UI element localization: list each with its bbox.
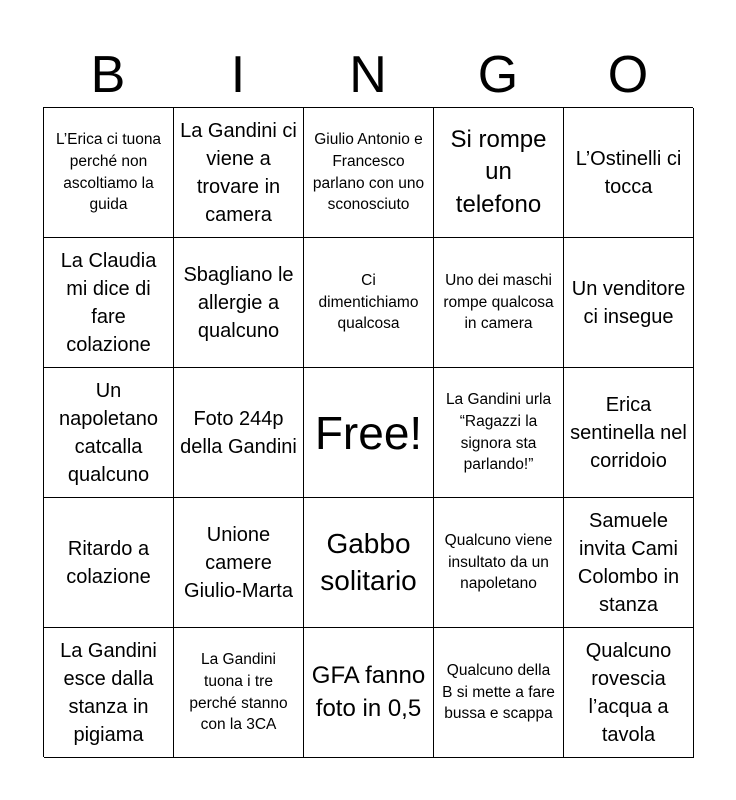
- bingo-cell-r1c2[interactable]: [174, 108, 304, 238]
- cell-text: Uno dei maschi rompe qualcosa in camera: [443, 271, 554, 333]
- bingo-cell-r4c2[interactable]: [174, 498, 304, 628]
- bingo-cell-r1c3[interactable]: [304, 108, 434, 238]
- cell-text: Unione camere Giulio-Marta: [184, 523, 293, 602]
- cell-text: Ritardo a colazione: [66, 537, 151, 588]
- bingo-cell-r5c3[interactable]: [304, 628, 434, 758]
- cell-text: Giulio Antonio e Francesco parlano con uno sconosciuto: [312, 131, 425, 214]
- bingo-cell-r3c4[interactable]: [434, 368, 564, 498]
- cell-text: Erica sentinella nel corridoio: [570, 393, 687, 472]
- cell-text: La Claudia mi dice di fare colazione: [60, 249, 157, 356]
- bingo-cell-r2c3[interactable]: [304, 238, 434, 368]
- cell-text: La Gandini tuona i tre perché stanno con la 3CA: [189, 651, 288, 734]
- cell-text: Qualcuno della B si mette a fare bussa e scappa: [442, 661, 555, 723]
- header-letter-n: N: [349, 46, 387, 104]
- cell-text: GFA fanno foto in 0,5: [311, 662, 426, 722]
- cell-text: L’Erica ci tuona perché non ascoltiamo la guida: [55, 131, 162, 214]
- free-space-label: Free!: [314, 406, 423, 459]
- cell-text: Gabbo solitario: [320, 528, 417, 596]
- bingo-cell-r5c2[interactable]: [174, 628, 304, 758]
- bingo-cell-r1c4[interactable]: [434, 108, 564, 238]
- cell-text: Si rompe un telefono: [450, 125, 547, 218]
- cell-text: Qualcuno viene insultato da un napoletano: [444, 531, 553, 593]
- bingo-header: [43, 44, 693, 106]
- cell-text: L’Ostinelli ci tocca: [575, 147, 682, 198]
- bingo-free-cell[interactable]: [304, 368, 434, 498]
- bingo-cell-r2c2[interactable]: [174, 238, 304, 368]
- bingo-cell-r2c5[interactable]: [564, 238, 694, 368]
- bingo-cell-r1c1[interactable]: [44, 108, 174, 238]
- cell-text: Sbagliano le allergie a qualcuno: [183, 263, 294, 342]
- cell-text: Un napoletano catcalla qualcuno: [59, 379, 158, 486]
- bingo-board: [43, 107, 693, 757]
- cell-text: Un venditore ci insegue: [571, 277, 686, 328]
- header-letter-o: O: [607, 46, 649, 104]
- bingo-cell-r4c4[interactable]: [434, 498, 564, 628]
- cell-text: Foto 244p della Gandini: [180, 407, 297, 458]
- header-letter-b: B: [90, 46, 126, 104]
- header-letter-g: G: [477, 46, 519, 104]
- bingo-cell-r4c1[interactable]: [44, 498, 174, 628]
- cell-text: La Gandini urla “Ragazzi la signora sta parlando!”: [445, 391, 552, 474]
- cell-text: Ci dimentichiamo qualcosa: [318, 271, 419, 333]
- cell-text: La Gandini esce dalla stanza in pigiama: [60, 639, 157, 746]
- bingo-cell-r3c2[interactable]: [174, 368, 304, 498]
- cell-text: Qualcuno rovescia l’acqua a tavola: [585, 639, 672, 746]
- bingo-cell-r2c4[interactable]: [434, 238, 564, 368]
- bingo-cell-r3c5[interactable]: [564, 368, 694, 498]
- cell-text: La Gandini ci viene a trovare in camera: [180, 119, 297, 226]
- bingo-cell-r2c1[interactable]: [44, 238, 174, 368]
- bingo-cell-r4c3[interactable]: [304, 498, 434, 628]
- bingo-cell-r5c4[interactable]: [434, 628, 564, 758]
- bingo-cell-r5c5[interactable]: [564, 628, 694, 758]
- cell-text: Samuele invita Cami Colombo in stanza: [577, 509, 680, 616]
- bingo-cell-r3c1[interactable]: [44, 368, 174, 498]
- header-letter-i: I: [230, 46, 246, 104]
- bingo-cell-r4c5[interactable]: [564, 498, 694, 628]
- bingo-cell-r5c1[interactable]: [44, 628, 174, 758]
- bingo-cell-r1c5[interactable]: [564, 108, 694, 238]
